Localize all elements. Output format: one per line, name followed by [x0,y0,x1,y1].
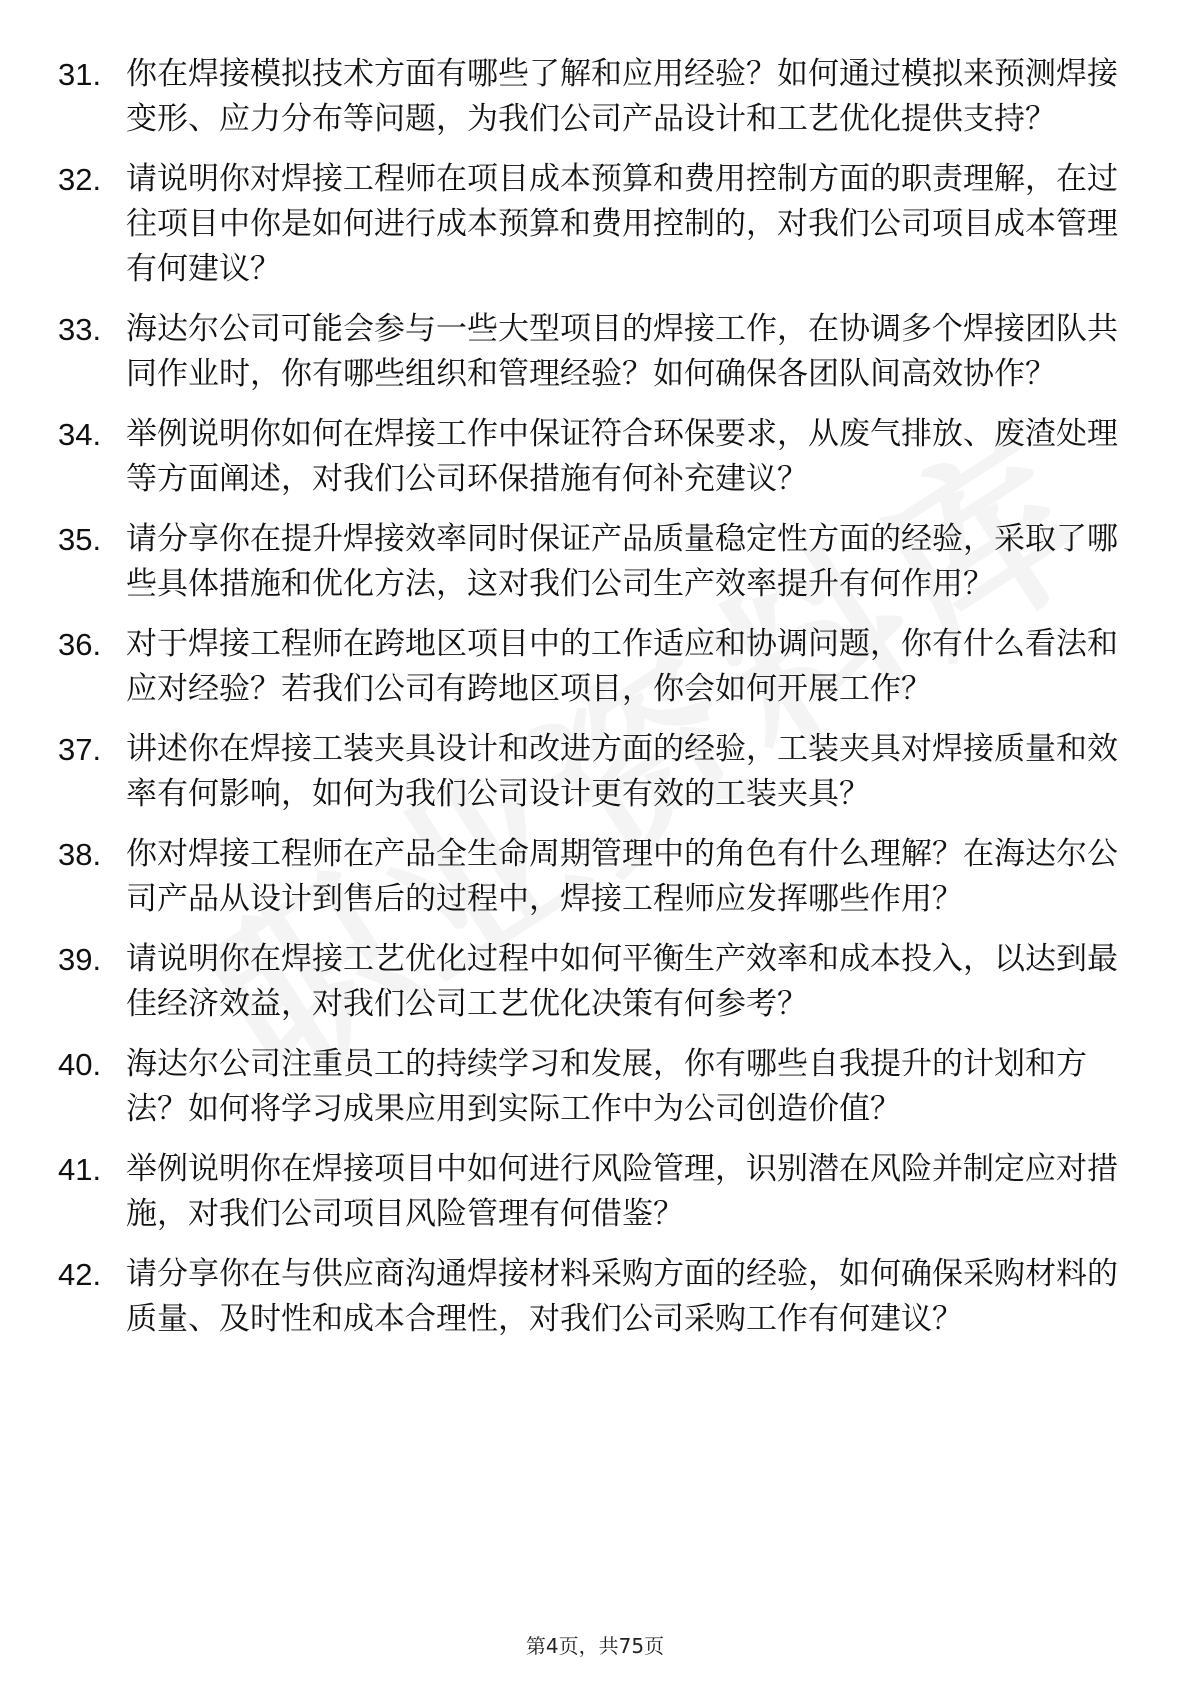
question-text: 对于焊接工程师在跨地区项目中的工作适应和协调问题，你有什么看法和应对经验？若我们公司有跨地区项目，你会如何开展工作？ [126,626,1118,707]
question-item [58,412,1138,502]
question-text: 海达尔公司可能会参与一些大型项目的焊接工作，在协调多个焊接团队共同作业时，你有哪些组织和管理经验？如何确保各团队间高效协作？ [126,311,1118,392]
question-text: 请分享你在与供应商沟通焊接材料采购方面的经验，如何确保采购材料的质量、及时性和成本合理性，对我们公司采购工作有何建议？ [126,1256,1118,1337]
question-item [58,727,1138,817]
question-item [58,517,1138,607]
question-item [58,1147,1138,1237]
question-text: 海达尔公司注重员工的持续学习和发展，你有哪些自我提升的计划和方法？如何将学习成果应用到实际工作中为公司创造价值？ [126,1046,1087,1127]
question-list [58,52,1138,1357]
question-number: 32. [58,162,102,197]
question-number: 36. [58,627,102,662]
question-number: 40. [58,1047,102,1082]
question-number: 34. [58,417,102,452]
question-number: 35. [58,522,102,557]
question-text: 请说明你对焊接工程师在项目成本预算和费用控制方面的职责理解，在过往项目中你是如何进行成本预算和费用控制的，对我们公司项目成本管理有何建议？ [126,161,1118,287]
question-number: 37. [58,732,102,767]
question-item [58,52,1138,142]
question-text: 举例说明你如何在焊接工作中保证符合环保要求，从废气排放、废渣处理等方面阐述，对我们公司环保措施有何补充建议？ [126,416,1118,497]
question-item [58,832,1138,922]
question-item [58,157,1138,292]
question-item [58,1252,1138,1342]
question-number: 38. [58,837,102,872]
question-item [58,307,1138,397]
question-item [58,622,1138,712]
question-text: 你对焊接工程师在产品全生命周期管理中的角色有什么理解？在海达尔公司产品从设计到售后的过程中，焊接工程师应发挥哪些作用？ [126,836,1118,917]
question-text: 请分享你在提升焊接效率同时保证产品质量稳定性方面的经验，采取了哪些具体措施和优化方法，这对我们公司生产效率提升有何作用？ [126,521,1118,602]
question-number: 33. [58,312,102,347]
question-text: 举例说明你在焊接项目中如何进行风险管理，识别潜在风险并制定应对措施，对我们公司项目风险管理有何借鉴？ [126,1151,1118,1232]
question-number: 42. [58,1257,102,1292]
question-item [58,1042,1138,1132]
question-number: 41. [58,1152,102,1187]
question-item [58,937,1138,1027]
question-number: 39. [58,942,102,977]
page-footer: 第4页，共75页 [525,1634,665,1658]
question-text: 你在焊接模拟技术方面有哪些了解和应用经验？如何通过模拟来预测焊接变形、应力分布等问题，为我们公司产品设计和工艺优化提供支持？ [126,56,1118,137]
question-text: 讲述你在焊接工装夹具设计和改进方面的经验，工装夹具对焊接质量和效率有何影响，如何为我们公司设计更有效的工装夹具？ [126,731,1118,812]
question-number: 31. [58,57,102,92]
question-text: 请说明你在焊接工艺优化过程中如何平衡生产效率和成本投入，以达到最佳经济效益，对我们公司工艺优化决策有何参考？ [126,941,1118,1022]
